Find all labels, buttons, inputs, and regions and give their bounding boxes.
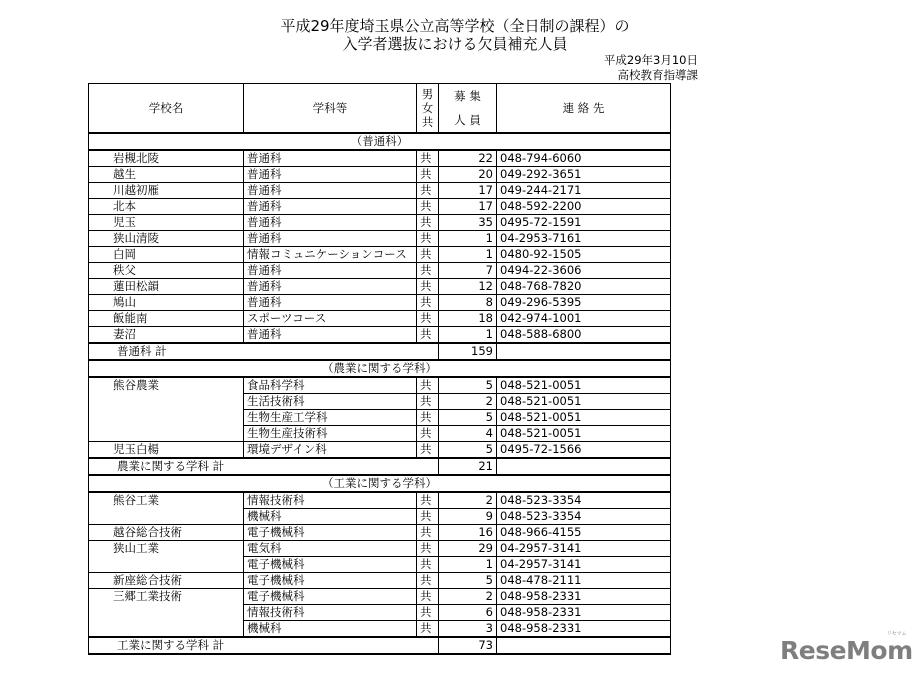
subtotal-empty xyxy=(497,458,671,475)
gender-type: 共 xyxy=(417,394,439,410)
section-header-row xyxy=(89,133,671,150)
table-row xyxy=(89,311,671,327)
header-recruit-2: 人 員 xyxy=(454,113,481,127)
school-name: 新座総合技術 xyxy=(89,573,244,589)
recruit-count: 18 xyxy=(439,311,497,327)
gender-type: 共 xyxy=(417,410,439,426)
recruit-count: 5 xyxy=(439,377,497,394)
subtotal-value: 159 xyxy=(439,343,497,360)
table-row xyxy=(89,199,671,215)
document-department: 高校教育指導課 xyxy=(617,68,698,82)
recruit-count: 2 xyxy=(439,394,497,410)
course-name: 普通科 xyxy=(244,167,417,183)
table-row xyxy=(89,426,671,442)
table-row xyxy=(89,327,671,344)
gender-type: 共 xyxy=(417,442,439,459)
gender-type: 共 xyxy=(417,573,439,589)
school-name xyxy=(89,509,244,525)
table-row xyxy=(89,557,671,573)
contact-phone: 048-958-2331 xyxy=(497,621,671,638)
course-name: 普通科 xyxy=(244,215,417,231)
contact-phone: 048-768-7820 xyxy=(497,279,671,295)
school-name xyxy=(89,557,244,573)
school-name: 熊谷工業 xyxy=(89,492,244,509)
recruit-count: 4 xyxy=(439,426,497,442)
table-row xyxy=(89,410,671,426)
subtotal-row xyxy=(89,343,671,360)
school-name: 妻沼 xyxy=(89,327,244,344)
gender-type: 共 xyxy=(417,377,439,394)
contact-phone: 042-974-1001 xyxy=(497,311,671,327)
recruit-count: 5 xyxy=(439,573,497,589)
course-name: 電子機械科 xyxy=(244,557,417,573)
contact-phone: 04-2957-3141 xyxy=(497,541,671,557)
recruit-count: 20 xyxy=(439,167,497,183)
course-name: スポーツコース xyxy=(244,311,417,327)
contact-phone: 0495-72-1566 xyxy=(497,442,671,459)
gender-type: 共 xyxy=(417,167,439,183)
table-row xyxy=(89,150,671,167)
contact-phone: 048-521-0051 xyxy=(497,394,671,410)
table-row xyxy=(89,279,671,295)
gender-type: 共 xyxy=(417,295,439,311)
subtotal-empty xyxy=(497,343,671,360)
course-name: 普通科 xyxy=(244,279,417,295)
school-name: 岩槻北陵 xyxy=(89,150,244,167)
section-header-row xyxy=(89,475,671,492)
recruit-count: 3 xyxy=(439,621,497,638)
section-label: （農業に関する学科） xyxy=(89,360,671,377)
contact-phone: 048-794-6060 xyxy=(497,150,671,167)
recruit-count: 5 xyxy=(439,442,497,459)
table-row xyxy=(89,263,671,279)
course-name: 普通科 xyxy=(244,231,417,247)
contact-phone: 048-966-4155 xyxy=(497,525,671,541)
recruit-count: 6 xyxy=(439,605,497,621)
table-row xyxy=(89,231,671,247)
gender-type: 共 xyxy=(417,589,439,605)
school-name: 飯能南 xyxy=(89,311,244,327)
course-name: 食品科学科 xyxy=(244,377,417,394)
subtotal-row xyxy=(89,458,671,475)
table-row xyxy=(89,509,671,525)
header-contact: 連 絡 先 xyxy=(497,84,671,134)
table-row xyxy=(89,295,671,311)
course-name: 電子機械科 xyxy=(244,573,417,589)
gender-type: 共 xyxy=(417,327,439,344)
course-name: 生活技術科 xyxy=(244,394,417,410)
school-name: 三郷工業技術 xyxy=(89,589,244,605)
table-row xyxy=(89,621,671,638)
recruit-count: 2 xyxy=(439,492,497,509)
school-name xyxy=(89,426,244,442)
contact-phone: 048-958-2331 xyxy=(497,605,671,621)
contact-phone: 048-523-3354 xyxy=(497,509,671,525)
gender-type: 共 xyxy=(417,621,439,638)
recruit-count: 1 xyxy=(439,231,497,247)
gender-type: 共 xyxy=(417,231,439,247)
school-name: 児玉白楊 xyxy=(89,442,244,459)
recruit-count: 1 xyxy=(439,557,497,573)
school-name xyxy=(89,605,244,621)
gender-type: 共 xyxy=(417,215,439,231)
course-name: 機械科 xyxy=(244,509,417,525)
recruit-count: 2 xyxy=(439,589,497,605)
gender-type: 共 xyxy=(417,525,439,541)
school-name xyxy=(89,410,244,426)
header-recruit xyxy=(439,84,497,134)
school-name: 秩父 xyxy=(89,263,244,279)
school-name: 鳩山 xyxy=(89,295,244,311)
course-name: 普通科 xyxy=(244,327,417,344)
contact-phone: 049-292-3651 xyxy=(497,167,671,183)
course-name: 情報技術科 xyxy=(244,492,417,509)
table-row xyxy=(89,183,671,199)
table-header-row xyxy=(89,84,671,134)
course-name: 生物生産工学科 xyxy=(244,410,417,426)
contact-phone: 04-2953-7161 xyxy=(497,231,671,247)
contact-phone: 048-521-0051 xyxy=(497,410,671,426)
course-name: 生物生産技術科 xyxy=(244,426,417,442)
school-name: 越谷総合技術 xyxy=(89,525,244,541)
table-row xyxy=(89,377,671,394)
table-row xyxy=(89,394,671,410)
section-label: （工業に関する学科） xyxy=(89,475,671,492)
table-row xyxy=(89,167,671,183)
school-name xyxy=(89,621,244,638)
contact-phone: 048-521-0051 xyxy=(497,377,671,394)
school-name: 白岡 xyxy=(89,247,244,263)
school-name: 狭山清陵 xyxy=(89,231,244,247)
school-name: 越生 xyxy=(89,167,244,183)
document-title-line2: 入学者選抜における欠員補充人員 xyxy=(342,35,568,53)
recruit-count: 29 xyxy=(439,541,497,557)
table-row xyxy=(89,605,671,621)
header-gender xyxy=(417,84,439,134)
school-name: 熊谷農業 xyxy=(89,377,244,394)
gender-type: 共 xyxy=(417,541,439,557)
contact-phone: 049-244-2171 xyxy=(497,183,671,199)
logo-ruby: リセマム xyxy=(886,631,907,637)
gender-type: 共 xyxy=(417,199,439,215)
table-row xyxy=(89,541,671,557)
resemom-logo xyxy=(780,631,913,665)
section-label: （普通科） xyxy=(89,133,671,150)
contact-phone: 0480-92-1505 xyxy=(497,247,671,263)
school-name: 狭山工業 xyxy=(89,541,244,557)
school-name: 北本 xyxy=(89,199,244,215)
school-name: 川越初雁 xyxy=(89,183,244,199)
contact-phone: 049-296-5395 xyxy=(497,295,671,311)
gender-type: 共 xyxy=(417,426,439,442)
course-name: 普通科 xyxy=(244,183,417,199)
gender-type: 共 xyxy=(417,492,439,509)
recruit-count: 5 xyxy=(439,410,497,426)
document-date: 平成29年3月10日 xyxy=(603,53,698,67)
contact-phone: 0494-22-3606 xyxy=(497,263,671,279)
recruit-count: 7 xyxy=(439,263,497,279)
table-row xyxy=(89,589,671,605)
table-row xyxy=(89,525,671,541)
header-gender-2: 女 xyxy=(421,101,434,115)
course-name: 普通科 xyxy=(244,263,417,279)
recruit-count: 16 xyxy=(439,525,497,541)
vacancy-table xyxy=(88,83,671,655)
contact-phone: 048-478-2111 xyxy=(497,573,671,589)
subtotal-row xyxy=(89,637,671,654)
recruit-count: 1 xyxy=(439,327,497,344)
contact-phone: 048-521-0051 xyxy=(497,426,671,442)
gender-type: 共 xyxy=(417,263,439,279)
table-row xyxy=(89,215,671,231)
gender-type: 共 xyxy=(417,150,439,167)
recruit-count: 17 xyxy=(439,199,497,215)
course-name: 普通科 xyxy=(244,150,417,167)
recruit-count: 35 xyxy=(439,215,497,231)
table-row xyxy=(89,492,671,509)
contact-phone: 048-592-2200 xyxy=(497,199,671,215)
contact-phone: 0495-72-1591 xyxy=(497,215,671,231)
course-name: 環境デザイン科 xyxy=(244,442,417,459)
contact-phone: 04-2957-3141 xyxy=(497,557,671,573)
recruit-count: 8 xyxy=(439,295,497,311)
gender-type: 共 xyxy=(417,509,439,525)
course-name: 電子機械科 xyxy=(244,589,417,605)
subtotal-empty xyxy=(497,637,671,654)
recruit-count: 9 xyxy=(439,509,497,525)
course-name: 機械科 xyxy=(244,621,417,638)
course-name: 電子機械科 xyxy=(244,525,417,541)
subtotal-label: 普通科 計 xyxy=(89,343,439,360)
gender-type: 共 xyxy=(417,247,439,263)
table-row xyxy=(89,442,671,459)
table-row xyxy=(89,247,671,263)
gender-type: 共 xyxy=(417,605,439,621)
gender-type: 共 xyxy=(417,183,439,199)
recruit-count: 12 xyxy=(439,279,497,295)
subtotal-value: 73 xyxy=(439,637,497,654)
logo-text: ReseMom xyxy=(780,636,913,665)
header-gender-1: 男 xyxy=(421,87,434,101)
header-gender-3: 共 xyxy=(421,115,434,129)
course-name: 情報コミュニケーションコース xyxy=(244,247,417,263)
header-course: 学科等 xyxy=(244,84,417,134)
course-name: 電気科 xyxy=(244,541,417,557)
contact-phone: 048-958-2331 xyxy=(497,589,671,605)
course-name: 情報技術科 xyxy=(244,605,417,621)
section-header-row xyxy=(89,360,671,377)
recruit-count: 1 xyxy=(439,247,497,263)
header-recruit-1: 募 集 xyxy=(454,89,481,103)
subtotal-label: 工業に関する学科 計 xyxy=(89,637,439,654)
subtotal-label: 農業に関する学科 計 xyxy=(89,458,439,475)
recruit-count: 17 xyxy=(439,183,497,199)
school-name xyxy=(89,394,244,410)
table-row xyxy=(89,573,671,589)
contact-phone: 048-588-6800 xyxy=(497,327,671,344)
school-name: 蓮田松韻 xyxy=(89,279,244,295)
subtotal-value: 21 xyxy=(439,458,497,475)
header-school: 学校名 xyxy=(89,84,244,134)
course-name: 普通科 xyxy=(244,295,417,311)
course-name: 普通科 xyxy=(244,199,417,215)
school-name: 児玉 xyxy=(89,215,244,231)
recruit-count: 22 xyxy=(439,150,497,167)
gender-type: 共 xyxy=(417,279,439,295)
gender-type: 共 xyxy=(417,311,439,327)
contact-phone: 048-523-3354 xyxy=(497,492,671,509)
gender-type: 共 xyxy=(417,557,439,573)
document-title-line1: 平成29年度埼玉県公立高等学校（全日制の課程）の xyxy=(280,17,630,35)
